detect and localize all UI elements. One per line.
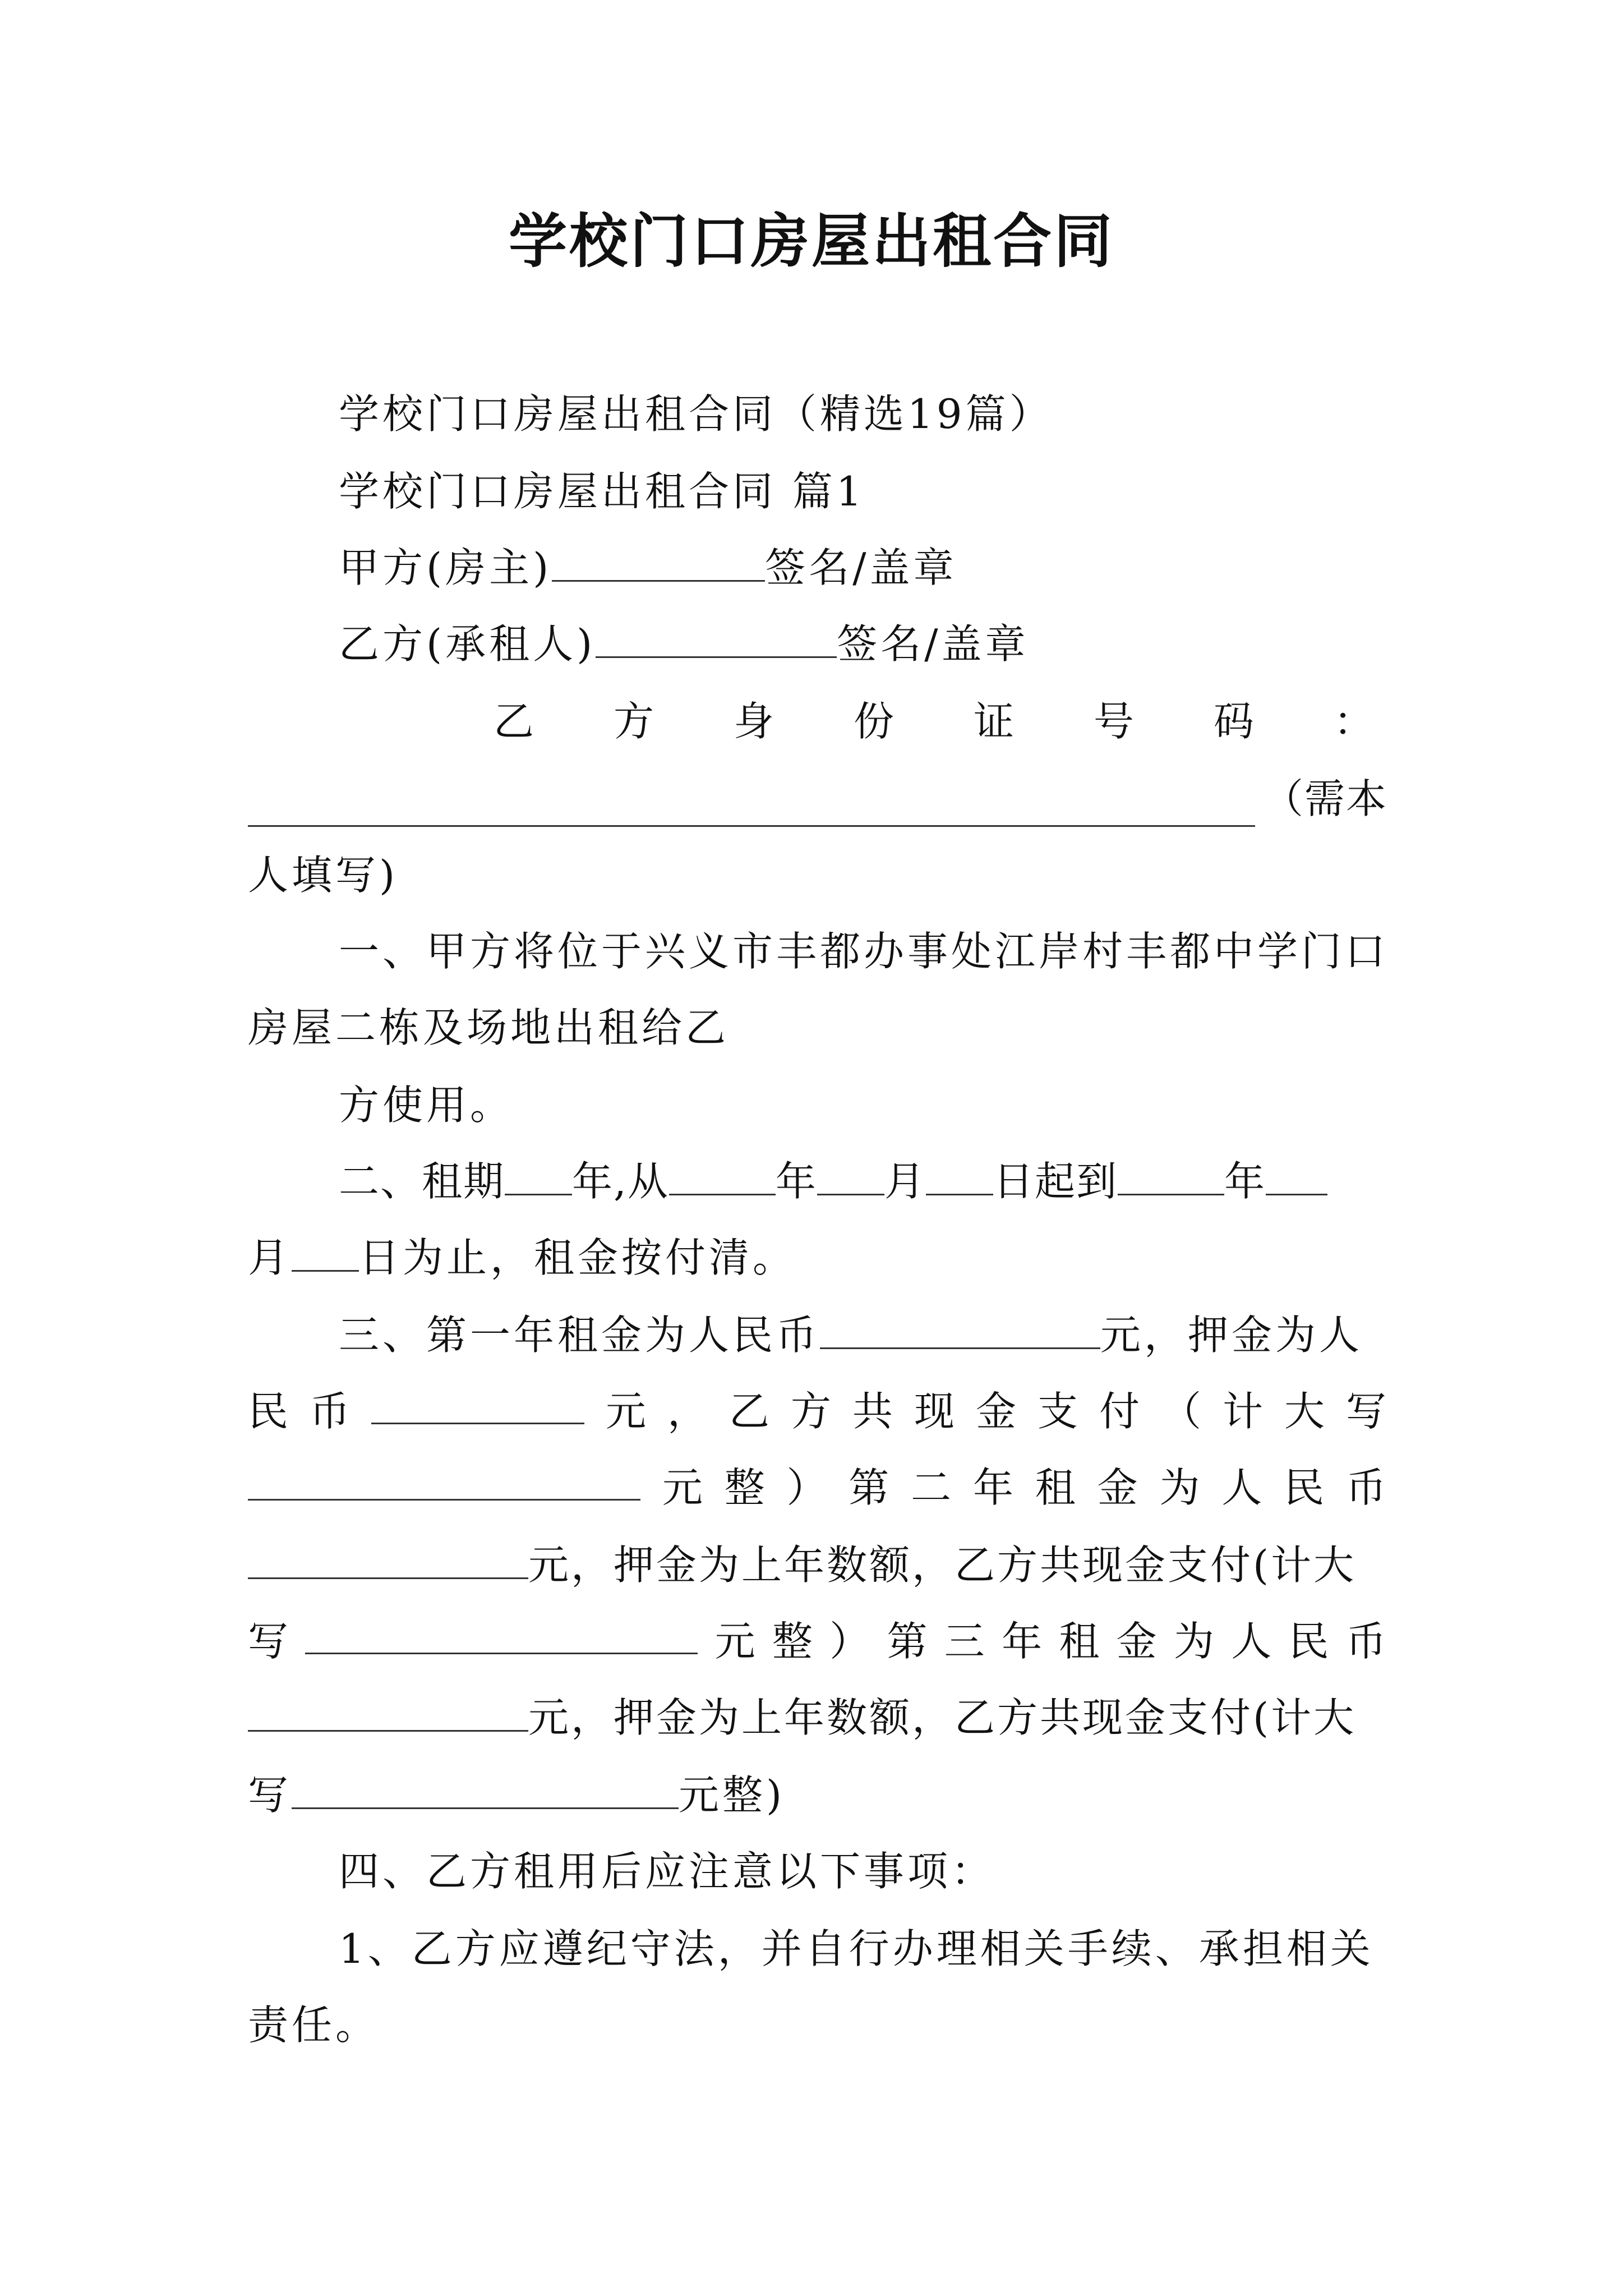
clause3-char: ） <box>786 1464 827 1511</box>
clause3-char: 整 <box>724 1464 765 1511</box>
clause3-char: 币 <box>1345 1618 1386 1665</box>
clause3-char: 共 <box>852 1388 893 1435</box>
clause3-line4 <box>248 1537 1386 1593</box>
clause3-char: 现 <box>914 1388 955 1435</box>
clause3-char: 第 <box>849 1464 889 1511</box>
section-heading: 学校门口房屋出租合同 篇1 <box>339 468 865 515</box>
id-label-char: 证 <box>973 698 1014 745</box>
clause2-blank <box>926 1154 993 1195</box>
clause3-blank <box>820 1308 1100 1349</box>
clause3-char: 乙 <box>728 1388 769 1435</box>
clause3-char: 租 <box>1059 1618 1100 1665</box>
clause3-char: ） <box>829 1618 870 1665</box>
document-title: 学校门口房屋出租合同 <box>508 206 1114 275</box>
clause3-char: 整 <box>772 1618 813 1665</box>
party-a-line <box>339 540 1386 596</box>
id-note-char: （ <box>1263 775 1304 822</box>
id-note-char: 本 <box>1345 775 1386 822</box>
clause3-char: 计 <box>1222 1388 1263 1435</box>
clause2-text: 二、租期 <box>339 1158 505 1205</box>
id-note-tail <box>1263 771 1386 827</box>
clause3-text: 元，押金为上年数额，乙方共现金支付(计大 <box>528 1542 1357 1589</box>
clause3-text: 三、第一年租金为人民币 <box>339 1312 820 1359</box>
document-subtitle: 学校门口房屋出租合同（精选19篇） <box>339 390 1053 438</box>
party-b-blank <box>596 617 837 658</box>
clause2-text: 月 <box>884 1158 926 1205</box>
clause3-char: 支 <box>1037 1388 1078 1435</box>
clause3-blank <box>248 1538 528 1579</box>
clause2-text: 日为止，租金按付清。 <box>359 1234 797 1281</box>
clause3-char: 元 <box>714 1618 755 1665</box>
clause3-char: 金 <box>1116 1618 1157 1665</box>
id-number-blank <box>248 784 1255 827</box>
id-number-line <box>248 771 1386 827</box>
clause3-char: 大 <box>1284 1388 1325 1435</box>
id-label-line <box>494 693 1374 749</box>
party-a-label: 甲方(房主) <box>339 544 552 591</box>
clause3-char: 金 <box>975 1388 1016 1435</box>
clause3-char: ， <box>667 1388 708 1435</box>
clause2-text: 年,从 <box>572 1158 669 1205</box>
clause3-char: 人 <box>1231 1618 1272 1665</box>
clause2-text: 年 <box>1224 1158 1266 1205</box>
clause3-char: 民 <box>1284 1464 1325 1511</box>
clause2-line2 <box>248 1230 1386 1286</box>
clause3-blank <box>305 1613 698 1654</box>
party-b-sign: 签名/盖章 <box>837 620 1029 668</box>
clause2-blank <box>1118 1154 1224 1195</box>
clause3-text: 元整) <box>679 1772 786 1819</box>
clause3-char: 写 <box>248 1618 289 1665</box>
id-note-line2: 人填写) <box>248 852 399 899</box>
clause3-char: 二 <box>911 1464 952 1511</box>
clause2-text: 月 <box>248 1234 292 1281</box>
clause1-line1: 一、甲方将位于兴义市丰都办事处江岸村丰都中学门口 <box>339 928 1389 975</box>
item1-line2: 责任。 <box>248 2001 380 2049</box>
clause3-char: 币 <box>310 1388 351 1435</box>
clause3-char: 年 <box>972 1464 1013 1511</box>
clause3-char: 元 <box>605 1388 646 1435</box>
clause1-line3: 方使用。 <box>339 1082 514 1129</box>
clause2-blank <box>1266 1154 1327 1195</box>
clause4-heading: 四、乙方租用后应注意以下事项： <box>339 1848 995 1895</box>
clause2-blank <box>669 1154 776 1195</box>
clause2-blank <box>292 1231 359 1272</box>
clause3-char: 第 <box>887 1618 928 1665</box>
clause3-blank <box>292 1768 679 1809</box>
party-a-blank <box>552 541 765 582</box>
clause3-line2 <box>248 1383 1386 1439</box>
clause3-text: 元，押金为上年数额，乙方共现金支付(计大 <box>528 1694 1357 1741</box>
clause3-blank <box>371 1383 584 1424</box>
clause3-char: 为 <box>1173 1618 1214 1665</box>
id-label-char: ： <box>1333 698 1374 745</box>
clause2-line1 <box>339 1153 1386 1209</box>
clause2-text: 年 <box>775 1158 817 1205</box>
id-label-char: 号 <box>1093 698 1134 745</box>
clause3-line6 <box>248 1690 1386 1746</box>
clause3-line5 <box>248 1613 1386 1669</box>
clause3-char: 写 <box>1345 1388 1386 1435</box>
party-a-sign: 签名/盖章 <box>765 544 957 591</box>
clause2-blank <box>505 1154 572 1195</box>
clause3-char: 为 <box>1159 1464 1200 1511</box>
item1-line1: 1、乙方应遵纪守法，并自行办理相关手续、承担相关 <box>339 1925 1374 1972</box>
id-label-char: 份 <box>853 698 894 745</box>
clause3-char: （ <box>1160 1388 1201 1435</box>
party-b-label: 乙方(承租人) <box>339 620 596 668</box>
clause3-char: 币 <box>1345 1464 1386 1511</box>
clause3-char: 付 <box>1099 1388 1140 1435</box>
clause3-text: 写 <box>248 1772 292 1819</box>
clause3-blank <box>248 1691 528 1732</box>
clause3-line3 <box>248 1460 1386 1516</box>
clause3-char: 民 <box>1288 1618 1329 1665</box>
party-b-line <box>339 616 1386 672</box>
id-note-char: 需 <box>1304 775 1345 822</box>
clause3-char: 方 <box>790 1388 831 1435</box>
clause3-char: 民 <box>248 1388 289 1435</box>
clause1-line2: 房屋二栋及场地出租给乙 <box>248 1004 730 1051</box>
clause3-char: 年 <box>1002 1618 1043 1665</box>
clause3-char: 金 <box>1097 1464 1138 1511</box>
id-label-char: 乙 <box>494 698 534 745</box>
clause2-text: 日起到 <box>993 1158 1118 1205</box>
clause3-line1 <box>339 1307 1386 1363</box>
clause3-char: 三 <box>944 1618 985 1665</box>
clause3-char: 租 <box>1035 1464 1076 1511</box>
id-label-char: 身 <box>733 698 774 745</box>
clause2-blank <box>817 1154 884 1195</box>
clause3-text: 元，押金为人 <box>1100 1312 1363 1359</box>
id-label-char: 方 <box>613 698 654 745</box>
clause3-char: 元 <box>662 1464 703 1511</box>
clause3-line7 <box>248 1767 1386 1823</box>
id-label-char: 码 <box>1213 698 1254 745</box>
clause3-blank <box>248 1460 640 1501</box>
clause3-char: 人 <box>1221 1464 1262 1511</box>
